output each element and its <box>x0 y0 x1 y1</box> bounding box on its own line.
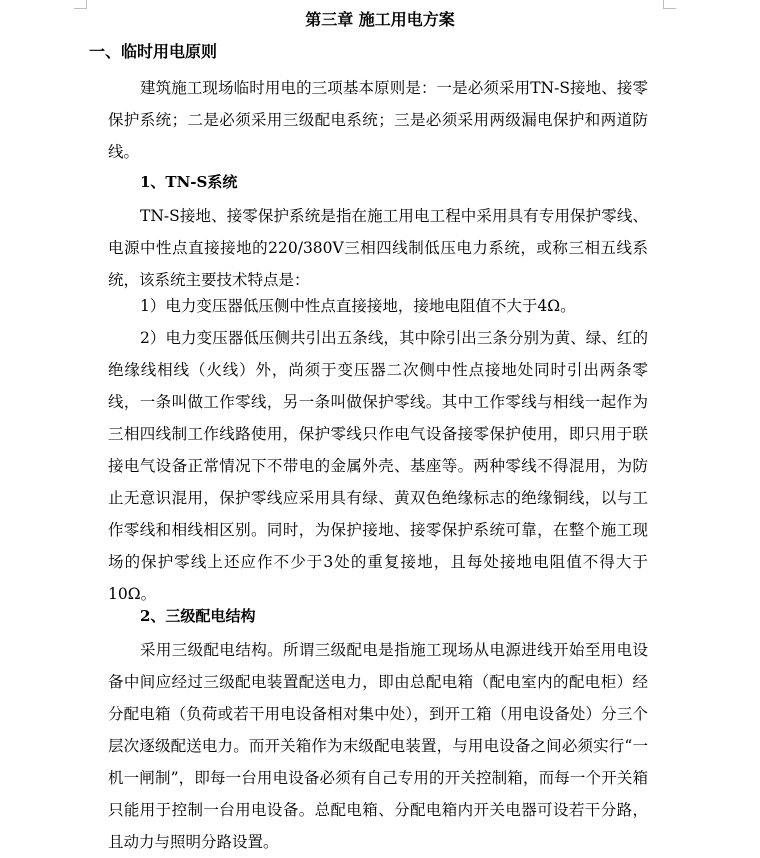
paragraph-tn-s-definition: TN-S接地、接零保护系统是指在施工用电工程中采用具有专用保护零线、电源中性点直接接地的220/380V三相四线制低压电力系统，或称三相五线系统，该系统主要技术特点是： <box>108 207 648 289</box>
list-item-2-five-wires: 2）电力变压器低压侧共引出五条线，其中除引出三条分别为黄、绿、红的绝缘线相线（火线）外，尚须于变压器二次侧中性点接地处同时引出两条零线，一条叫做工作零线，另一条叫做保护零线。其中工作零线与相线一起作为三相四线制工作线路使用，保护零线只作电气设备接零保护使用，即只用于联接电气设备正常情况下不带电的金属外壳、基座等。两种零线不得混用，为防止无意识混用，保护零线应采用具有绿、黄双色绝缘标志的绝缘铜线，以与工作零线和相线相区别。同时，为保护接地、接零保护系统可靠，在整个施工现场的保护零线上还应作不少于3处的重复接地，且每处接地电阻值不得大于10Ω。 <box>108 329 648 603</box>
crop-mark-top-left <box>86 0 87 8</box>
crop-mark-top-right <box>663 0 664 8</box>
chapter-title: 第三章 施工用电方案 <box>305 10 455 29</box>
paragraph-three-level-distribution: 采用三级配电结构。所谓三级配电是指施工现场从电源进线开始至用电设备中间应经过三级配电装置配送电力，即由总配电箱（配电室内的配电柜）经分配电箱（负荷或若干用电设备相对集中处），到开工箱（用电设备处）分三个层次逐级配送电力。而开关箱作为末级配电装置，与用电设备之间必须实行“一机一闸制”，即每一台用电设备必须有自己专用的开关控制箱，而每一个开关箱只能用于控制一台用电设备。总配电箱、分配电箱内开关电器可设若干分路，且动力与照明分路设置。 <box>108 641 648 851</box>
paragraph-basic-principles: 建筑施工现场临时用电的三项基本原则是：一是必须采用TN-S接地、接零保护系统；二是必须采用三级配电系统；三是必须采用两级漏电保护和两道防线。 <box>108 79 648 161</box>
subsection-heading-three-level-distribution: 2、三级配电结构 <box>140 607 256 625</box>
section-heading-temporary-power-principles: 一、临时用电原则 <box>89 42 218 61</box>
list-item-1-neutral-grounding: 1）电力变压器低压侧中性点直接接地，接地电阻值不大于4Ω。 <box>140 297 576 315</box>
subsection-heading-tn-s-system: 1、TN-S系统 <box>140 173 238 191</box>
